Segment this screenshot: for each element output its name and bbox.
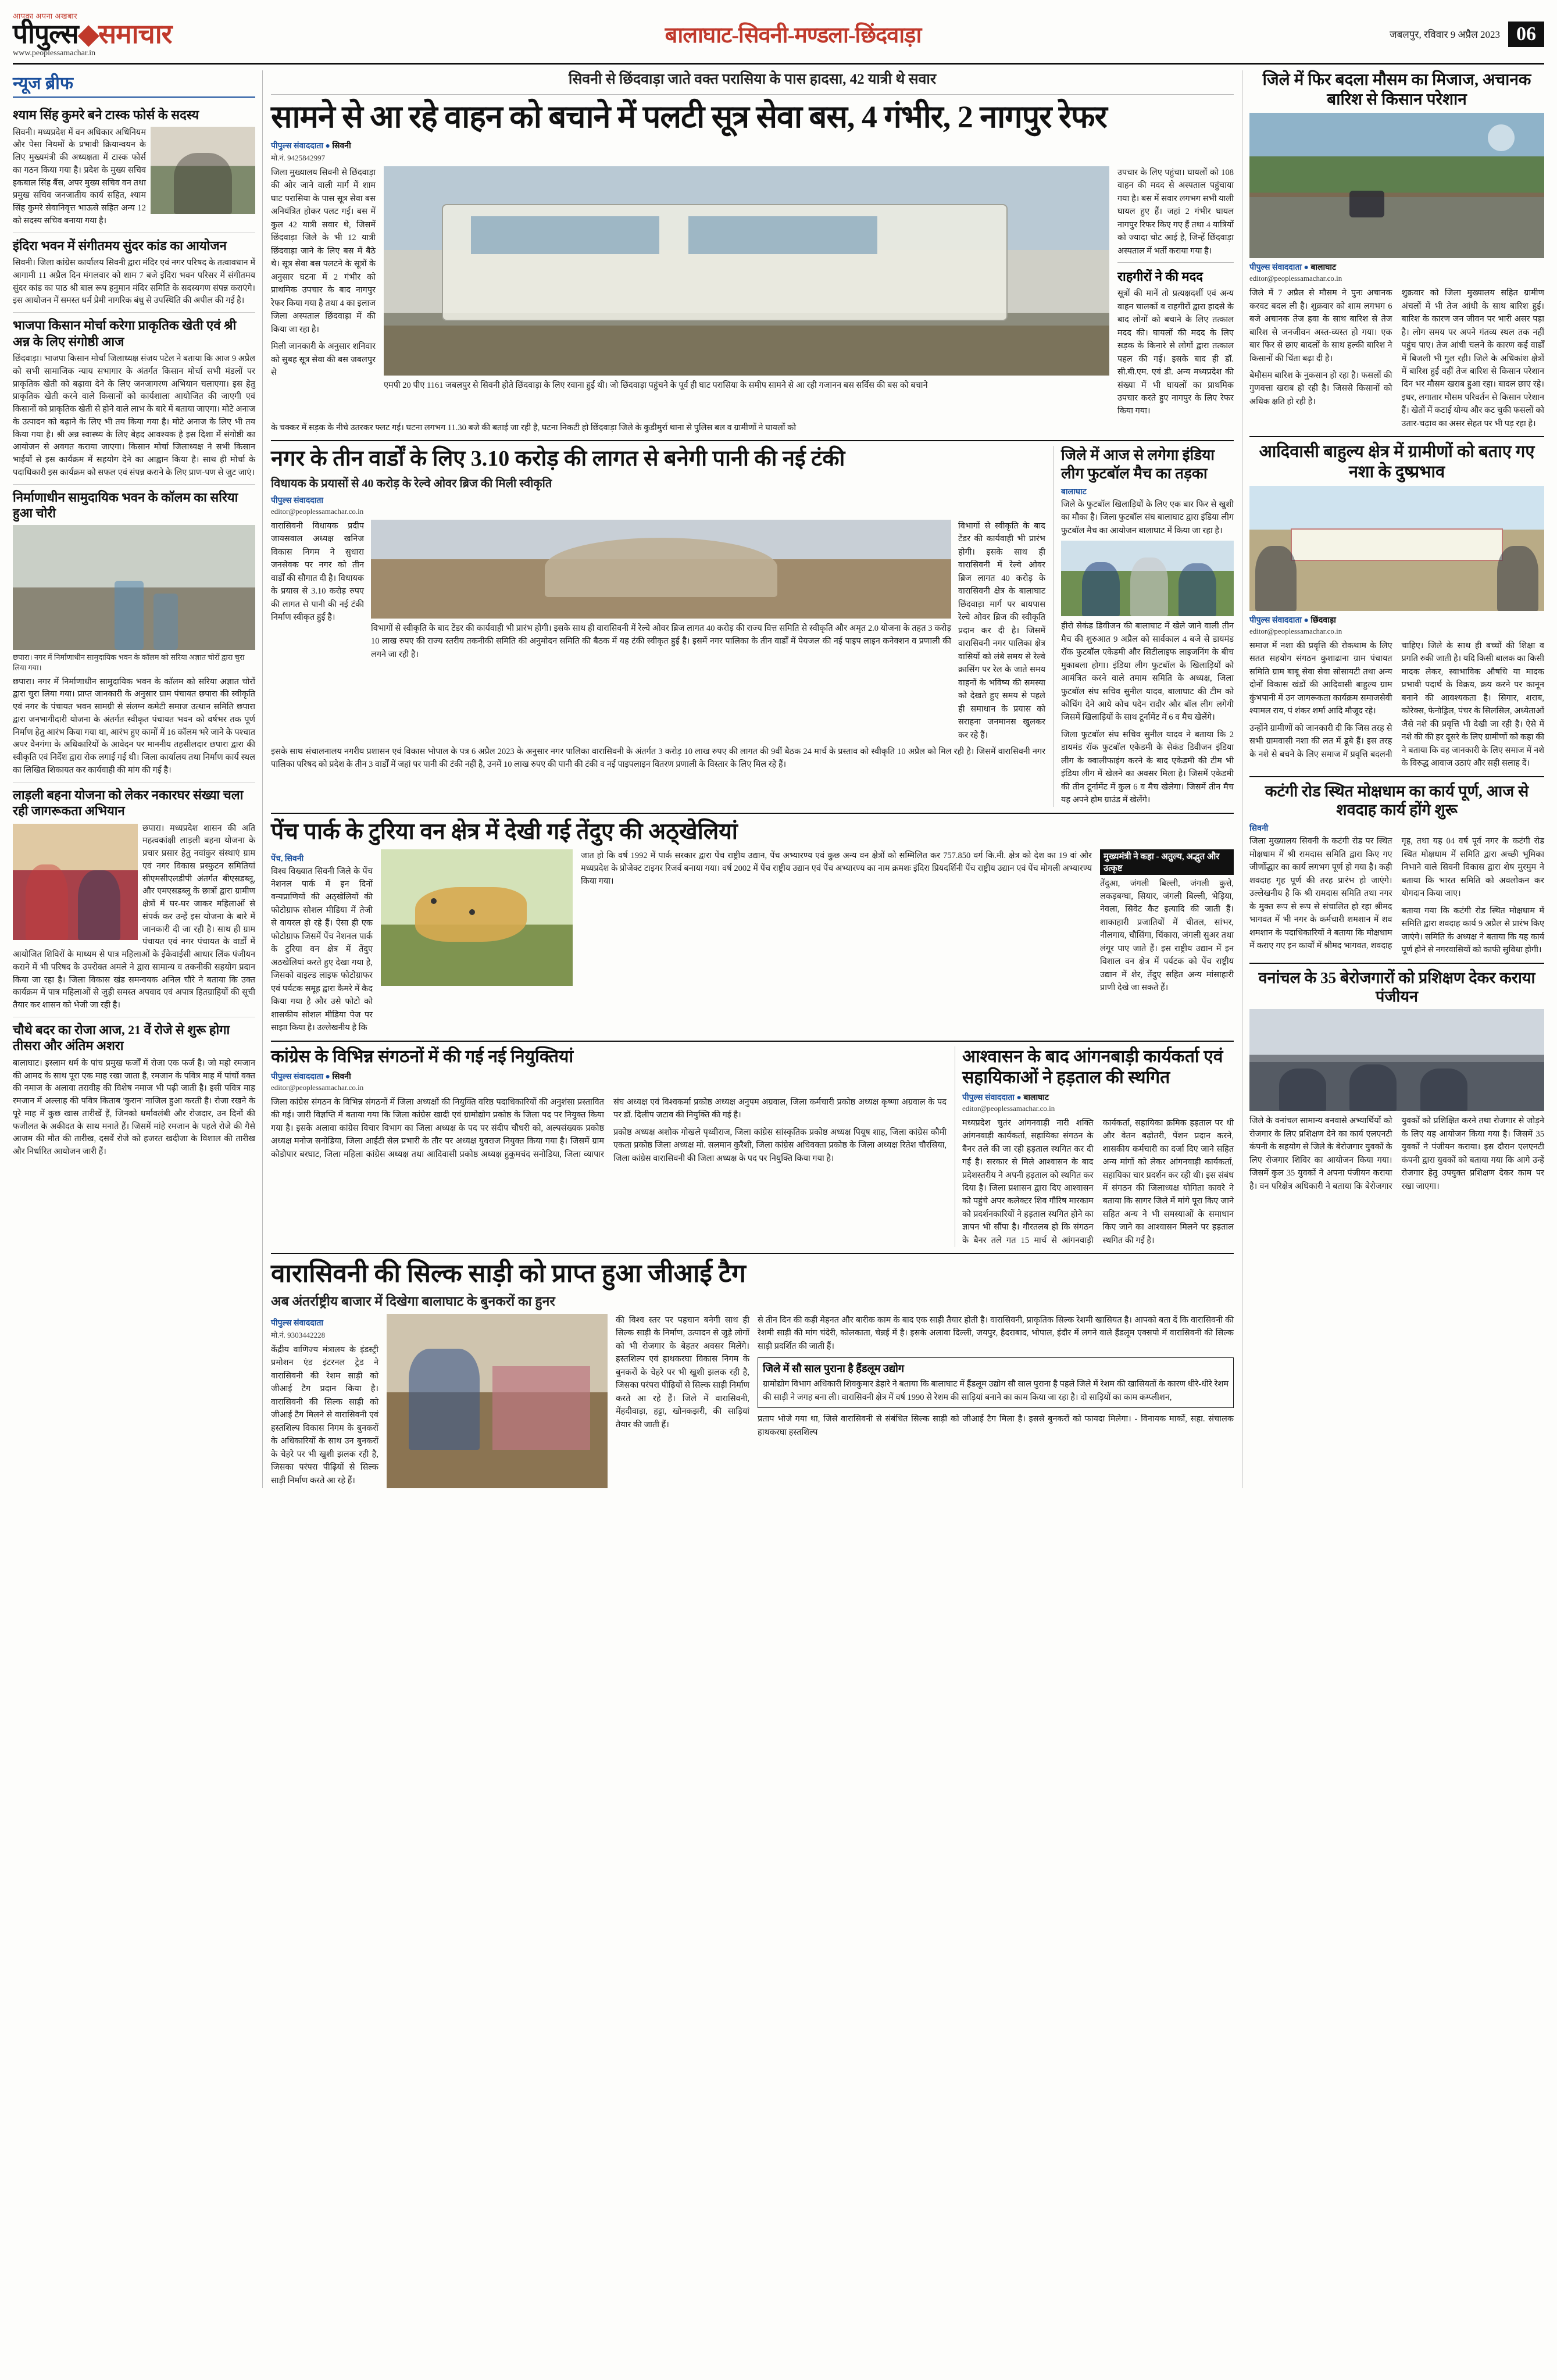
section-title-news-brief: न्यूज ब्रीफ xyxy=(13,70,255,98)
story-tribal-awareness xyxy=(1249,442,1544,770)
brief-text: छपारा। नगर में निर्माणाधीन सामुदायिक भवन के कॉलम को सरिया अज्ञात चोरों द्वारा चुरा लिया गया। प्राप्त जानकारी के अनुसार ग्राम पंचायत छपारा की स्वीकृति एवं नगर के पंचायत भवन सामग्री से संलग्न कमेटी समाज उत्थान समिति छपारा द्वारा जनभागीदारी योजना के अंतर्गत स्वीकृत पंचायत भवन को वर्षभर तक पूर्ण निर्माण हेतु आरंभ किया गया था, आरंभ हुए कामों में 16 कॉलम भरे जाने के पश्चात अपर वैनगंगा के अधिकारियों के आवेदन पर माननीय तहसीलदार छपारा द्वारा की स्वीकृति एवं निर्देश द्वारा रोक लगाई गई थी। जिला कार्यालय तथा निर्माण कार्य स्थल का लिखित शिकायत कर कार्यवाही की मांग की गई है। xyxy=(13,677,255,775)
brief-photo-building xyxy=(13,525,255,650)
brief-title: निर्माणाधीन सामुदायिक भवन के कॉलम का सरिया हुआ चोरी xyxy=(13,489,238,520)
brief-text: छिंदवाड़ा। भाजपा किसान मोर्चा जिलाध्यक्ष संजय पटेल ने बताया कि आज 9 अप्रैल को सभी सामाजिक न्याय सभागार के अंतर्गत किसान मोर्चा सभी मंडलों पर प्राकृतिक खेती को बढ़ावा देने के लिए जनजागरण अभियान चलाएगा। इस हेतु प्राकृतिक खेती करने वाले किसानों को कार्यशाला आयोजित की जाएगी एवं किसानों को प्राकृतिक खेती से होने वाले लाभ के बारे में बताया जाएगा। मोटे अनाज के उत्पादन को बढ़ाने के लिए भी तय किया गया है। मोटे अनाज के लिए भी तय किया गया है। श्री अन्न स्वास्थ्य के लिए बेहद आवश्यक है इस दिशा में संगोष्ठी का आयोजन से अवगत कराया जाएगा। किसान मोर्चा जिलाध्यक्ष ने सभी किसान भाईयों से इस कार्यक्रम में सहयोग देने का आह्वान किया है। साथ ही मोर्चा के पदाधिकारी इस कार्यक्रम को सफल एवं संपन्न कराने के लिए प्राण-पण से जुट जाएं। xyxy=(13,354,255,477)
story-training xyxy=(1249,969,1544,1193)
weather-body-3: शुक्रवार को जिला मुख्यालय सहित ग्रामीण अंचलों में भी तेज आंधी के साथ बारिश हुई। बारिश के कारण जन जीवन पर भारी असर पड़ा है। लोग समय पर अपने गंतव्य स्थल तक नहीं पहुंच पाए। तेज आंधी चलने के कारण कई वार्डों में बिजली भी गुल रही। जिले के अधिकांश क्षेत्रों में बारिश हुई वहीं तेज बारिश से किसान परेशान दिन भर मौसम खराब हुआ रहा। बादल छाए रहे। इधर, लगातार मौसम परिवर्तन से किसान परेशान हैं। खेतों में कटाई योग्य और कट चुकी फसलों को उतार-चढ़ाव का असर सेहत पर भी पड़ रहा है। xyxy=(1401,288,1544,428)
lead-body-4: के चक्कर में सड़क के नीचे उतरकर फ्लट गई। घटना लगभग 11.30 बजे की बताई जा रही है, घटना निकटी हो छिंदवाड़ा जिले के कुडीमुर्रा थाना से पुलिस बल व ग्रामीणों ने घायलों को xyxy=(271,423,797,433)
tribal-body-2: उन्होंने ग्रामीणों को जानकारी दी कि जिस तरह से सभी ग्रामवासी नशा की लत में डूबे हैं। इस तरह के नशे से बचने के लिए समाज में प्रवृत्ति बदलनी चाहिए। जिले के साथ ही बच्चों की शिक्षा व प्रगति रुकी जाती है। यदि किसी बालक का किसी मादक लेकर, स्वाभाविक औषधि या मादक प्रभावी पदार्थ के विक्रय, क्रय करने पर कानून बनाने की आवश्यकता है। सिगार, शराब, कोरेक्स, फेनोड्रिल, पंचर के सिलसिल, अध्येताओं जैसे नशे की प्रवृत्ति भी देखी जा रही है। ऐसे में नशे की की हर दूसरे के लिए ग्रामीणों को कहा की ने बताया कि वह जानकारी के लिए समाज में नशे के विरुद्ध आवाज उठाएं और सही सलाह दें। xyxy=(1249,641,1544,769)
water-byline xyxy=(271,495,1045,506)
water-headline: नगर के तीन वार्डों के लिए 3.10 करोड़ की लागत से बनेगी पानी की नई टंकी xyxy=(271,446,845,471)
weather-body-1: जिले में 7 अप्रैल से मौसम ने पुनः अचानक करवट बदल ली है। शुक्रवार को शाम लगभग 6 बजे अचानक तेज हवा के साथ बारिश से तेज बारिश से जनजीवन अस्त-व्यस्त हो गया। एक बार फिर से छाए बादलों के साथ हल्की बारिश ने किसानों की चिंता बढ़ा दी है। xyxy=(1249,288,1392,363)
masthead-right xyxy=(1323,22,1544,48)
football-byline: बालाघाट xyxy=(1061,487,1087,496)
anganwadi-body-1: मध्यप्रदेश चुतंर आंगनवाड़ी नारी शक्ति आंगनवाड़ी कार्यकर्ता, सहायिका संगठन के बैनर तले की जा रही हड़ताल स्थगित कर दी गई है। सरकार से मिले आश्वासन के बाद प्रदेशस्तरीय ने अपनी हड़ताल को स्थगित कर दिया है। जिला प्रशासन द्वारा दिए आश्वासन को पहुंचे अपर कलेक्टर शिव गौरिष मारकाम को प्रदर्शनकारियों ने हड़ताल स्थगित होने का ज्ञापन भी सौंपा है। गौरतलब हो कि संगठन के बैनर तले गत 15 मार्च से आंगनवाड़ी कार्यकर्ता, सहायिका क्रमिक हड़ताल पर थी और वेतन बढ़ोतरी, पेंशन प्रदान करने, शासकीय कर्मचारी का दर्जा दिए जाने सहित अन्य मांगों को लेकर आंगनवाड़ी कार्यकर्ता, सहायिका चार प्रदर्शन कर रही थी। इस संबंध में संगठन की जिलाध्यक्ष योगिता कावरे ने बताया कि सागर जिले में मांगे पूरा किए जाने सहित अन्य ने भी समस्याओं के समाधान किए जाने का आश्वासन मिलने पर हड़ताल स्थगित की गई है। xyxy=(962,1118,1234,1245)
anganwadi-headline: आश्वासन के बाद आंगनबाड़ी कार्यकर्ता एवं सहायिकाओं ने हड़ताल की स्थगित xyxy=(962,1046,1223,1087)
lead-mobile: मो.नं. 9425842997 xyxy=(271,153,326,162)
logo-tagline: आपका अपना अखबार xyxy=(13,12,78,20)
silk-subhead: अब अंतर्राष्ट्रीय बाजार में दिखेगा बालाघाट के बुनकरों का हुनर xyxy=(271,1294,555,1309)
congress-headline: कांग्रेस के विभिन्न संगठनों में की गई नई नियुक्तियां xyxy=(271,1046,574,1066)
story-silk-saree xyxy=(271,1259,1234,1488)
brief-item xyxy=(13,485,255,782)
football-body-2: हीरो सेकंड डिवीजन की बालाघाट में खेले जाने वाली तीन मैच की शुरुआत 9 अप्रैल को सार्वकाल 4 बजे से डायमंड रॉक फुटबॉल एकेडमी और सिटीलाइफ लाइजनिंग के बीच मुकाबला होगा। इंडिया लीग फुटबॉल के खिलाड़ियों को आमंत्रित करने वाले तमाम समिति के अध्यक्ष, जिला फुटबॉल संघ सचिव सुनील यादव, बालाघाट की टीम को कोचिंग देने आये कोच पदेन रादौर और बॉल लीग लगेगी जिसमें खिलाड़ियों के साथ टूर्नामेंट में 6 व मैच खेलेंगे। xyxy=(1061,621,1234,723)
football-body-1: जिले के फुटबॉल खिलाड़ियों के लिए एक बार फिर से खुशी का मौका है। जिला फुटबॉल संघ बालाघाट द्वारा इंडिया लीग फुटबॉल मैच का आयोजन बालाघाट में किया जा रहा है। xyxy=(1061,499,1234,535)
water-body-4: इसके साथ संचालनालय नगरीय प्रशासन एवं विकास भोपाल के पत्र 6 अप्रैल 2023 के अनुसार नगर पालिका वारासिवनी के अंतर्गत 3 करोड़ 10 लाख रुपए की लागत की 9वीं बैठक 24 मार्च के प्रस्ताव को स्वीकृति 10 अप्रैल को मिल रही है। जिसमें वारासिवनी नगर पालिका परिषद को प्रदेश के तीन 3 वार्डों में जहां पर पानी की टंकी नहीं है, उनमें 10 लाख रुपए की पानी की टंकी व नई पाइपलाइन वितरण प्रणाली के विस्तार के लिए मिल रहे हैं। xyxy=(271,746,1045,770)
anganwadi-byline: पीपुल्स संवाददाता ● बालाघाट xyxy=(962,1093,1049,1102)
brief-title: इंदिरा भवन में संगीतमय सुंदर कांड का आयोजन xyxy=(13,238,227,253)
water-email[interactable]: editor@peoplessamachar.co.in xyxy=(271,507,364,516)
silk-photo-weaver xyxy=(387,1314,608,1488)
water-photo-tank xyxy=(371,520,951,619)
logo-url[interactable]: www.peoplessamachar.in xyxy=(13,49,96,58)
pench-body-1: विश्व विख्यात सिवनी जिले के पेंच नेशनल पार्क में इन दिनों वन्यप्राणियों की अठ्खेलियों की फोटोग्राफ सोशल मीडिया में तेजी से वायरल हो रहे हैं। ऐसा ही एक फोटोग्राफ जिसमें पेंच नेशनल पार्क के टुरिया वन क्षेत्र में तेंदुए अठखेलियां करते हुए देखा गया है, जिसको वाइल्ड लाइफ फोटोग्राफर एवं पर्यटक समूह द्वारा कैमरे में कैद किया गया है और उसे फोटो को शासकीय सोशल मीडिया पेज पर साझा किया है। उल्लेखनीय है कि xyxy=(271,866,373,1033)
story-moksha-dham xyxy=(1249,782,1544,957)
byline-name: पीपुल्स संवाददाता xyxy=(962,1093,1015,1102)
training-headline: वनांचल के 35 बेरोजगारों को प्रशिक्षण देकर कराया पंजीयन xyxy=(1258,969,1535,1006)
brief-photo xyxy=(151,127,255,214)
lead-byline: पीपुल्स संवाददाता ● सिवनी xyxy=(271,141,351,151)
lead-body-3: एमपी 20 पीए 1161 जबलपुर से सिवनी होते छिंदवाड़ा के लिए रवाना हुई थी। जो छिंदवाड़ा पहुंचने के पूर्व ही घाट परासिया के समीप सामने से आ रही गजानन बस सर्विस की बस को बचाने xyxy=(384,380,928,390)
story-anganwadi xyxy=(955,1046,1234,1248)
training-body-1: जिले के वनांचल सामान्य बनवासे अभ्यार्थियों को रोजगार के लिए प्रशिक्षण देने का कार्य एलएनटी कंपनी के सहयोग से जिले के बेरोजगार युवकों के लिए रोजगार शिविर का आयोजन किया गया। जिसमें कुल 35 युवकों ने अपना पंजीयन कराया है। वन परिक्षेत्र अधिकारी ने बताया कि बेरोजगार युवकों को प्रशिक्षित करने तथा रोजगार से जोड़ने के लिए यह आयोजन किया गया है। जिसमें 35 युवकों ने पंजीयन कराया। इस दौरान एलएनटी कंपनी द्वारा युवकों को बताया गया कि आगे उन्हें रोजगार हेतु उपयुक्त प्रशिक्षण देकर काम पर रखा जाएगा। xyxy=(1249,1116,1544,1191)
weather-byline: पीपुल्स संवाददाता ● बालाघाट xyxy=(1249,263,1337,273)
story-pench-park xyxy=(271,819,1234,1035)
brief-title: लाड़ली बहना योजना को लेकर नकारघर संख्या चला रही जागरूकता अभियान xyxy=(13,787,244,818)
tribal-email[interactable]: editor@peoplessamachar.co.in xyxy=(1249,626,1342,635)
story-congress xyxy=(271,1046,947,1248)
byline-place: बालाघाट xyxy=(1023,1093,1049,1102)
brief-text: सिवनी। मध्यप्रदेश में वन अधिकार अधिनियम और पेसा नियमों के प्रभावी क्रियान्वयन के लिए मुख्यमंत्री की अध्यक्षता में टास्क फोर्स का गठन किया गया है। प्रदेश के मुख्य सचिव इकबाल सिंह बैंस, अपर मुख्य सचिव वन तथा प्रमुख सचिव जनजातीय कार्य सहित, श्याम सिंह कुमरे सेवानिवृत्त भाऊसे सहित अन्य 12 को सदस्य सचिव बनाया गया है। xyxy=(13,127,146,226)
pench-photo-leopard xyxy=(381,849,573,986)
silk-sidebox-text: ग्रामोद्योग विभाग अधिकारी शिवकुमार डेहारे ने बताया कि बालाघाट में हैंडलूम उद्योग सौ साल पुराना है पहले जिले में रेशम की खासियतों के कारण धीरे-धीरे रेशम की साड़ी ने जगह बना ली। वारासिवनी क्षेत्र में वर्ष 1990 से रेशम की साड़ियां बनाने का काम किया जा रहा है। दो साड़ियों का काम कम्प्लीशन, xyxy=(763,1380,1229,1402)
lead-body-5: उपचार के लिए पहुंचा। घायलों को 108 वाहन की मदद से अस्पताल पहुंचाया गया है। बस में सवार लगभग सभी याली घायल हुए हैं। जहां 2 गंभीर घायल नागपुर रिफर किए गए हैं तथा 4 यात्रियों को ज्यादा चोट आई है, जिन्हें छिंदवाड़ा अस्पताल में भर्ती कराया गया है। xyxy=(1117,167,1234,256)
silk-body-2: की विश्व स्तर पर पहचान बनेगी साथ ही सिल्क साड़ी के निर्माण, उत्पादन से जुड़े लोगों को भी रोजगार के बेहतर अवसर मिलेंगे। हस्तशिल्प एवं हाथकरघा विकास निगम के बुनकरों के चेहरे पर भी खुशी झलक रही है, जिसका परंपरा पीढ़ियों से सिल्क साड़ी निर्माण करते आ रहे हैं। जिले में वारासिवनी, मेंहदीवाड़ा, हट्टा, खोनकझरी, की साड़ियां तैयार की जाती हैं। xyxy=(616,1316,749,1430)
brief-title: चौथे बदर का रोजा आज, 21 वें रोजे से शुरू होगा तीसरा और अंतिम अशरा xyxy=(13,1022,230,1053)
brief-item xyxy=(13,1017,255,1163)
brief-item xyxy=(13,313,255,485)
weather-headline: जिले में फिर बदला मौसम का मिजाज, अचानक बारिश से किसान परेशान xyxy=(1262,71,1531,109)
water-body-3: विभागों से स्वीकृति के बाद टेंडर की कार्यवाही भी प्रारंभ होगी। इसके साथ ही वारासिवनी में रेल्वे ओवर ब्रिज लागत 40 करोड़ के वारासिवनी क्षेत्र के बालाघाट छिंदवाड़ा मार्ग पर बायपास रेल्वे ओवर ब्रिज की स्वीकृति प्रदान कर दी है। जिसमें वारासिवनी नगर पालिका क्षेत्र वासियों को लंबे समय से रेल्वे क्रासिंग पर रेल के जाते समय वाहनों के भविष्य की समस्या को देखते हुए समय से पहले ही समाधान के प्रयास को सराहना जनमानस खुलकर कर रहे हैं। xyxy=(958,521,1045,740)
congress-body-2: प्रकोष्ठ अध्यक्ष अशोक गोखले पृथ्वीराज, जिला कांग्रेस सांस्कृतिक प्रकोष्ठ अध्यक्ष पियूष शाह, जिला कांग्रेस कौमी एकता प्रकोष्ठ जिला अध्यक्ष मो. सलमान कुरैशी, जिला कांग्रेस अधिवक्ता प्रकोष्ठ के जिला अध्यक्ष रितेश चौरसिया, जिला कांग्रेस वारासिवनी की जिला अध्यक्ष के पद पर नियुक्ति किया गया है। xyxy=(613,1127,947,1163)
story-weather xyxy=(1249,70,1544,430)
byline-name: पीपुल्स संवाददाता xyxy=(1249,263,1302,273)
pench-body-2: जात हो कि वर्ष 1992 में पार्क सरकार द्वारा पेंच राष्ट्रीय उद्यान, पेंच अभ्यारण्य एवं कुछ अन्य वन क्षेत्रों को सम्मिलित कर 757.850 वर्ग कि.मी. क्षेत्र को देश का 19 वां और मध्यप्रदेश के प्रोजेक्ट टाइगर रिजर्व बनाया गया। वर्ष 2002 में पेंच राष्ट्रीय उद्यान एवं पेंच अभ्यारण्य का नाम क्रमशः इंदिरा प्रियदर्शिनी पेंच राष्ट्रीय उद्यान एवं पेंच मोगली अभ्यारण्य किया गया। xyxy=(581,850,1092,887)
story-football xyxy=(1054,446,1234,806)
secondary-stories-row xyxy=(271,446,1234,806)
brief-text: छपारा। मध्यप्रदेश शासन की अति महत्वकांक्षी लाड़ली बहना योजना के प्रचार प्रसार हेतु नवांकुर संस्थाएं ग्राम एवं नगर विकास प्रस्फुटन समितियां सीएमसीएलडीपी अंतर्गत बीएसडब्लू, और एमएसडब्लू के छात्रों द्वारा ग्रामीण क्षेत्रों में घर-घर जाकर महिलाओं से संपर्क कर उन्हें इस योजना के बारे में जानकारी दी जा रही है। साथ ही ग्राम पंचायत एवं नगर पंचायत के वार्डों में आयोजित शिविरों के माध्यम से पात्र महिलाओं के ईकेवाईसी आधार लिंक पंजीयन कराने में भी परिषद के उपरोक्त अमले ने द्वारा सामान्य व तकनीकी सहयोग प्रदान किया जा रहा है। जिला विकास खंड समन्वयक अनिल चौरे ने बताया कि उक्त कार्यक्रम में पात्र महिलाओं से जुड़ी समस्त अपवाद एवं अपात्र हितग्राहियों की सूची तैयार कर शासन को भेजी जा रही है। xyxy=(13,823,255,1010)
page-content xyxy=(13,70,1544,1488)
football-headline: जिले में आज से लगेगा इंडिया लीग फुटबॉल मैच का तड़का xyxy=(1061,446,1215,482)
lead-body-2: मिली जानकारी के अनुसार शनिवार को सुबह सूत्र सेवा की बस जबलपुर से xyxy=(271,342,376,377)
logo-title xyxy=(13,21,263,48)
brief-item xyxy=(13,782,255,1017)
byline-name: पीपुल्स संवाददाता xyxy=(271,496,323,505)
moksha-headline: कटंगी रोड स्थित मोक्षधाम का कार्य पूर्ण, आज से शवदाह कार्य होंगे शुरू xyxy=(1265,782,1529,819)
right-column xyxy=(1242,70,1544,1488)
weather-photo-rain-road xyxy=(1249,113,1544,258)
football-photo xyxy=(1061,541,1234,616)
brief-title: भाजपा किसान मोर्चा करेगा प्राकृतिक खेती एवं श्री अन्न के लिए संगोष्ठी आज xyxy=(13,318,237,349)
training-photo-seminar xyxy=(1249,1009,1544,1111)
tribal-headline: आदिवासी बाहुल्य क्षेत्र में ग्रामीणों को बताए गए नशा के दुष्प्रभाव xyxy=(1259,442,1535,482)
water-body-2: विभागों से स्वीकृति के बाद टेंडर की कार्यवाही भी प्रारंभ होगी। इसके साथ ही वारासिवनी में रेल्वे ओवर ब्रिज लागत 40 करोड़ की राज्य वित्त समिति से स्वीकृति और अमृत 2.0 योजना के तहत 3 करोड़ 10 लाख रुपए की राज्य स्तरीय तकनीकी समिति की अनुमोदन समिति की बैठक में यह टंकी स्वीकृत हुई है। इसमें नगर पालिका के तीन वार्डों में पेयजल की नई पाइप लाइन कनेक्शन व प्रणाली की लगने जा रही है। xyxy=(371,624,951,659)
brief-text: सिवनी। जिला कांग्रेस कार्यालय सिवनी द्वारा मंदिर एवं नगर परिषद के तत्वावधान में आगामी 11 अप्रैल दिन मंगलवार को शाम 7 बजे इंदिरा भवन परिसर में संगीतमय सुंदर कांड का पाठ श्री बाल रूप हनुमान मंदिर समिति के सदस्यगण संपन्न कराएंगे। इस आयोजन में समस्त धर्म प्रेमी नागरिक बंधु से उपस्थिति की अपील की गई है। xyxy=(13,258,255,306)
moksha-body-1: जिला मुख्यालय सिवनी के कटंगी रोड पर स्थित मोक्षधाम में श्री रामदास समिति द्वारा किए गए जीर्णोद्धार का कार्य लगभग पूर्ण हो गया है। कही शवदाह गृह पूर्ण की तरह प्रारंभ हो जाएंगे। उल्लेखनीय है कि श्री रामदास समिति तथा नगर के मुक्त रूप से रूप से संचालित हो रहा श्रीमद भागवत में भी नगर के कर्मचारी शमशान में शव शमशान के पदाधिकारियों ने बताया कि मोक्षधाम में कराए गए इन कार्यों में श्रीमद भागवत, शवदाह गृह, तथा यह 04 वर्ष पूर्व नगर के कटंगी रोड स्थित मोक्षधाम में समिति द्वारा अच्छी भूमिका निभाने वाले सिवनी विकास द्वारा शेष मुरमुम ने बताया कि भारत समिति को अवलोकन कर योगदान किया जाए। xyxy=(1249,837,1544,951)
silk-sidebox-title: जिले में सौ साल पुराना है हैंडलूम उद्योग xyxy=(763,1363,904,1375)
cm-quote-tag: मुख्यमंत्री ने कहा - अतुल्य, अद्भुत और उत्कृष्ट xyxy=(1100,849,1234,875)
logo-part2: समाचार xyxy=(98,19,172,49)
brief-item xyxy=(13,233,255,313)
byline-place: सिवनी xyxy=(332,141,351,151)
edition-banner xyxy=(263,19,1323,49)
byline-place: सिवनी xyxy=(332,1072,351,1081)
pench-headline: पेंच पार्क के टुरिया वन क्षेत्र में देखी गई तेंदुए की अठ्खेलियां xyxy=(271,819,738,844)
silk-body-1: केंद्रीय वाणिज्य मंत्रालय के इंडस्ट्री प्रमोशन एंड इंटरनल ट्रेड ने वारासिवनी की रेशम साड़ी को जीआई टैग प्रदान किया है। वारासिवनी की सिल्क साड़ी को जीआई टैग मिलने से वारासिवनी एवं हस्तशिल्प विकास निगम के बुनकरों के अधिकारियों के साथ उन बुनकरों के चेहरे पर भी खुशी झलक रही है, जिसका परंपरा पीढ़ियों से सिल्क साड़ी निर्माण करते आ रहे हैं। xyxy=(271,1345,378,1485)
byline-name: पीपुल्स संवाददाता xyxy=(1249,616,1302,625)
lead-story xyxy=(271,70,1234,434)
two-col-stories xyxy=(271,1046,1234,1248)
brief-title: श्याम सिंह कुमरे बने टास्क फोर्स के सदस्य xyxy=(13,108,199,122)
news-brief-column xyxy=(13,70,263,1488)
pench-byline: पेंच, सिवनी xyxy=(271,854,304,863)
tribal-byline: पीपुल्स संवाददाता ● छिंदवाड़ा xyxy=(1249,616,1336,625)
weather-body-2: बेमौसम बारिश के नुकसान हो रहा है। फसलों की गुणवत्ता खराब हो रही है। जिससे किसानों को अधिक क्षति हो रही है। xyxy=(1249,371,1392,406)
main-column xyxy=(271,70,1234,1488)
lead-photo-bus-accident xyxy=(384,166,1109,376)
logo xyxy=(13,10,263,58)
page-number: 06 xyxy=(1508,22,1544,48)
edition-name: बालाघाट-सिवनी-मण्डला-छिंदवाड़ा xyxy=(665,23,922,48)
logo-diamond: ◆ xyxy=(78,19,98,49)
silk-headline: वारासिवनी की सिल्क साड़ी को प्राप्त हुआ जीआई टैग xyxy=(271,1259,746,1288)
byline-name: पीपुल्स संवाददाता xyxy=(271,141,323,151)
moksha-byline: सिवनी xyxy=(1249,824,1269,834)
lead-kicker: सिवनी से छिंदवाड़ा जाते वक्त परासिया के पास हादसा, 42 यात्री थे सवार xyxy=(568,72,937,87)
lead-subbox-text: सूत्रों की मानें तो प्रत्यक्षदर्शी एवं अन्य वाहन चालकों व राहगीरों द्वारा हादसे के बाद लोगों को बचाने के लिए तत्काल मदद की। घायलों की मदद के लिए सड़क के किनारे से लोगों द्वारा तत्काल पहल की गई। इसके बाद ही डॉ. सी.बी.एम. एवं डी. अन्य मध्यप्रदेश की संख्या में भी घायलों का प्राथमिक उपचार करते हुए नागपुर के लिए रेफर किया गया। xyxy=(1117,289,1234,416)
byline-place: बालाघाट xyxy=(1310,263,1337,273)
congress-body-1: जिला कांग्रेस संगठन के विभिन्न संगठनों में जिला अध्यक्षों की नियुक्ति वरिष्ठ पदाधिकारियों की अनुशंसा प्रस्तावित की गई। जारी विज्ञप्ति में बताया गया कि जिला कांग्रेस खादी एवं ग्रामोद्योग प्रकोष्ठ के जिला पद पर नियुक्त किया गया है। इसके अलावा कांग्रेस विचार विभाग का जिला अध्यक्ष के पद पर संदीप चौधरी को, अल्पसंख्यक प्रकोष्ठ अध्यक्ष मनोज सनोडिया, जिला आईटी सेल प्रभारी के तौर पर अध्यक्ष युवराज नियुक्त किया गया है। जिसमें ग्राम कोडोपार बरघाट, जिला महिला कांग्रेस अध्यक्ष तथा आदिवासी प्रकोष्ठ अध्यक्ष हुकुमचंद सनोडिया, जिला व्यापार संघ अध्यक्ष एवं विश्वकर्मा प्रकोष्ठ अध्यक्ष अनुपम अग्रवाल, जिला कर्मचारी प्रकोष्ठ अध्यक्ष कृष्णा अग्रवाल के पद पर डॉ. दिलीप जटाव की नियुक्ति की गई है। xyxy=(271,1097,947,1159)
weather-email[interactable]: editor@peoplessamachar.co.in xyxy=(1249,274,1342,283)
pench-body-3: तेंदुआ, जंगली बिल्ली, जंगली कुत्ते, लकड़बग्घा, सियार, जंगली बिल्ली, भेड़िया, नेवला, सिवेट कैट इत्यादि की जाती हैं। शाकाहारी प्रजातियों में चीतल, सांभर, नीलगाय, चौसिंगा, चिंकारा, जंगली सुअर तथा लंगूर पाए जाते हैं। इस राष्ट्रीय उद्यान में इन विशाल वन क्षेत्र में पर्यटक को पेंच राष्ट्रीय उद्यान में शेर, तेंदुए सहित अन्य मांसाहारी प्राणी देखे जा सकते हैं। xyxy=(1100,878,1234,993)
silk-byline: पीपुल्स संवाददाता xyxy=(271,1319,323,1328)
anganwadi-email[interactable]: editor@peoplessamachar.co.in xyxy=(962,1103,1055,1113)
brief-photo-festival xyxy=(13,824,138,940)
byline-place: छिंदवाड़ा xyxy=(1310,616,1336,625)
silk-sidebox xyxy=(758,1357,1234,1408)
congress-email[interactable]: editor@peoplessamachar.co.in xyxy=(271,1082,364,1092)
brief-text: बालाघाट। इस्लाम धर्म के पांच प्रमुख फर्जों में रोजा एक फर्ज है। जो महो रमजान की आमद के साथ पूरा एक माह रखा जाता है, रमजान के पवित्र माह में पांचों वक्त की नमाज के अलावा तरावीह की विशेष नमाज भी पढ़ी जाती है। इसी पवित्र माह रमजान में अल्लाह की पवित्र किताब 'कुरान' नाजिल हुआ करती है। रोजा रखने के पूरे माह में कुछ खास तारीखें हैं, जिनको धर्मावलंबी और रोजदार, उन दिनों की फजीलत के अकीदत के साथ मनाते हैं। जिसमें मांहे रमजान के पहले रोजे की गैसे आजम की मौत की तारीख, दसवें रोजे को हजरत खदीजा के विशाल की तारीख और निर्धारित आयोजन जारी हैं। xyxy=(13,1058,255,1156)
water-body-1: वारासिवनी विधायक प्रदीप जायसवाल अध्यक्ष खनिज विकास निगम ने सुधारा जनसेवक पर नगर को तीन वार्डों की सौगात दी है। विधायक के प्रयास से 3.10 करोड़ रुपए की लागत से पानी की नई टंकी निर्माण स्वीकृत हुई है। xyxy=(271,521,364,623)
tribal-photo-banner xyxy=(1249,486,1544,611)
photo-caption: छपारा। नगर में निर्माणाधीन सामुदायिक भवन के कॉलम को सरिया अज्ञात चोरों द्वारा चुरा लिया गया। xyxy=(13,652,245,672)
moksha-body-2: बताया गया कि कटंगी रोड स्थित मोक्षधाम में समिति द्वारा शवदाह कार्य 9 अप्रैल से प्रारंभ किए जाएंगे। समिति के अध्यक्ष ने बताया कि यह कार्य पूर्ण होने से नगरवासियों को काफी सुविधा होगी। xyxy=(1401,906,1544,955)
story-water-tank xyxy=(271,446,1045,806)
dateline: जबलपुर, रविवार 9 अप्रैल 2023 xyxy=(1389,29,1500,41)
congress-byline: पीपुल्स संवाददाता ● सिवनी xyxy=(271,1072,351,1081)
silk-footbox-text: प्रताप भोजे गया था, जिसे वारासिवनी से संबंधित सिल्क साड़ी को जीआई टैग मिला है। इससे बुनकरों को फायदा मिलेगा। - विनायक मार्को, सहा. संचालक हाथकरघा हस्तशिल्प xyxy=(758,1414,1234,1437)
lead-body-1: जिला मुख्यालय सिवनी से छिंदवाड़ा की ओर जाने वाली मार्ग में शाम घाट परासिया के पास सूत्र सेवा बस अनियंत्रित होकर पलट गई। बस में कुल 42 यात्री सवार थे, जिसमें छिंदवाड़ा जिले के भी 12 यात्री छिंदवाड़ा जाने के लिए बस में बैठे थे। सूत्र सेवा बस पलटने के सूत्रों के अनुसार घटना में 2 गंभीर को प्राथमिक उपचार के बाद नागपुर रेफर किया गया है तथा 4 का इलाज जिला अस्पताल छिंदवाड़ा में की किया जा रहा है। xyxy=(271,167,376,334)
lead-subbox-title: राहगीरों ने की मदद xyxy=(1117,269,1203,284)
silk-mobile: मो.नं. 9303442228 xyxy=(271,1331,326,1340)
lead-headline: सामने से आ रहे वाहन को बचाने में पलटी सूत्र सेवा बस, 4 गंभीर, 2 नागपुर रेफर xyxy=(271,99,1107,134)
byline-name: पीपुल्स संवाददाता xyxy=(271,1072,323,1081)
water-subhead: विधायक के प्रयासों से 40 करोड़ के रेल्वे ओवर ब्रिज की मिली स्वीकृति xyxy=(271,477,552,490)
football-body-3: जिला फुटबॉल संघ सचिव सुनील यादव ने बताया कि 2 डायमंड रॉक फुटबॉल एकेडमी के सेकंड डिवीजन इंडिया लीग के क्वालीफाइंग करने के बाद एकेडमी की टीम भी इंडिया लीग में खेलने का अवसर मिला है। जिसमें एकेडमी की तीन टूर्नामेंट में कुल 6 व मैच खेलेगा। जिसमें तीन मैच यह अपने होम ग्राउंड में खेलेंगे। xyxy=(1061,730,1234,805)
masthead xyxy=(13,10,1544,65)
logo-part1: पीपुल्स xyxy=(13,19,78,49)
silk-body-3: से तीन दिन की कड़ी मेहनत और बारीक काम के बाद एक साड़ी तैयार होती है। वारासिवनी, प्राकृतिक सिल्क रेशमी खासियत है। आपको बता दें कि वारासिवनी की रेशमी साड़ी की मांग चंदेरी, कोलकाता, चेन्नई में है। इसके अलावा दिल्ली, जयपुर, हैदराबाद, भोपाल, इंदौर में लगने वाले हैंडलूम एक्सपो में वारासिवनी की सिल्क साड़ी प्रदर्शित की जाती हैं। xyxy=(758,1316,1234,1351)
tribal-body-1: समाज में नशा की प्रवृत्ति की रोकथाम के लिए सतत सहयोग संगठन कुशाढाना ग्राम पंचायत समिति ग्राम बाबू सेवा सेवा सोसायटी तथा अन्य दोनों विकास खंडों की आदिवासी बाहुल्य ग्राम कुंभपानी में उन जागरूकता कार्यक्रम समाजसेवी श्यामल राय, पं शंकर शर्मा आदि मौजूद रहे। xyxy=(1249,641,1392,716)
brief-item xyxy=(13,102,255,233)
